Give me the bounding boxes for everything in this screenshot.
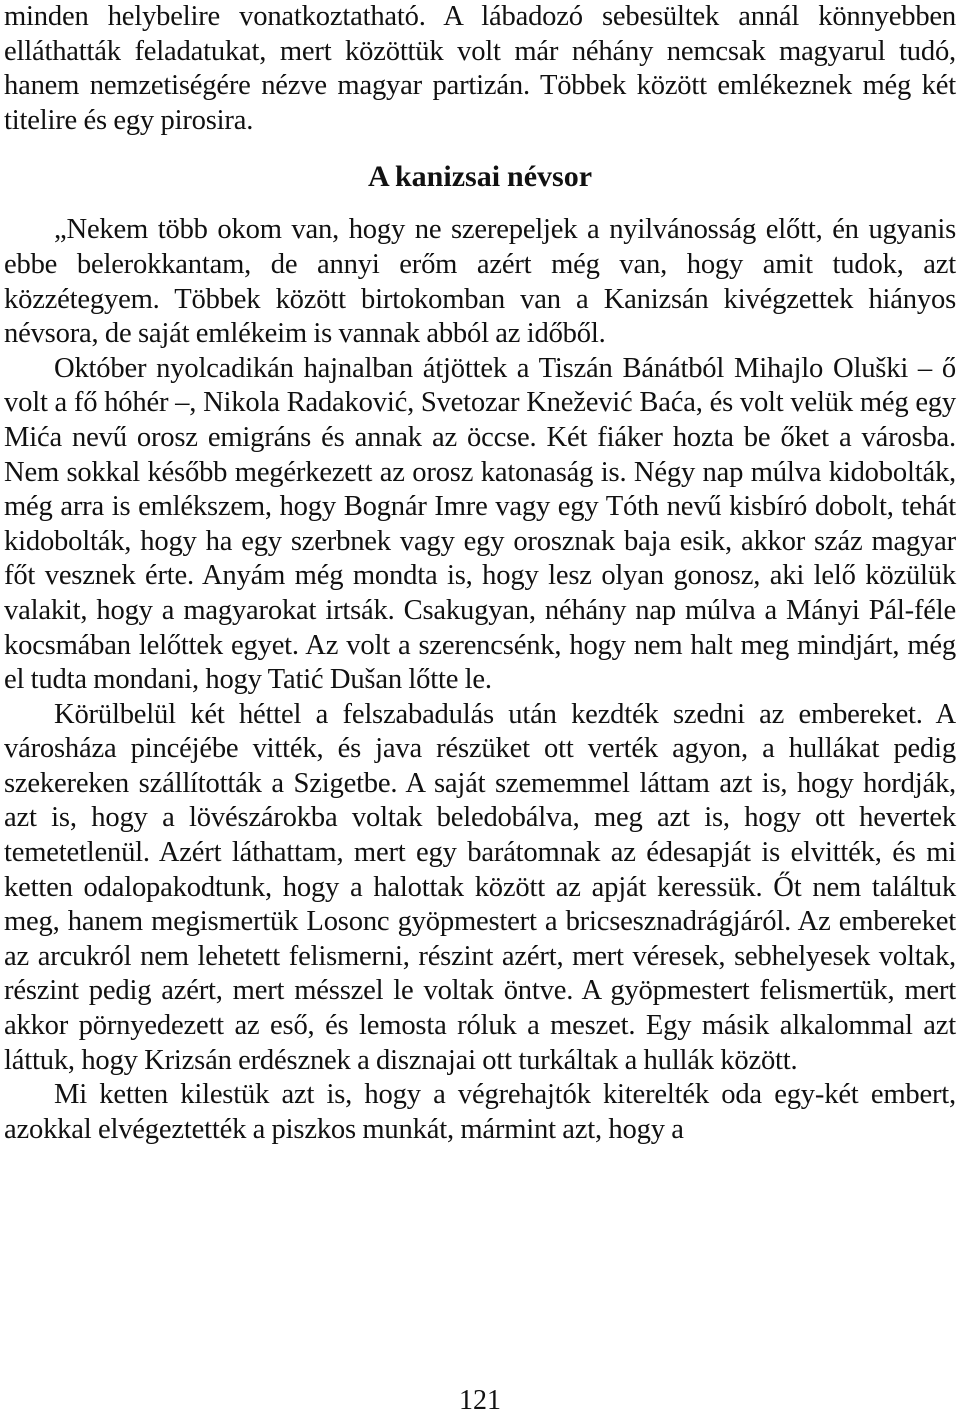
paragraph-liberation: Körülbelül két héttel a felszabadulás után kezdték szedni az embereket. A városháza pincéjébe vitték, és java részüket ott verték agyon, a hullákat pedig szekereken szállították a Szigetbe. A saját szememmel láttam azt is, hogy hordják, azt is, hogy a lövészárokba voltak beledobálva, meg azt is, hogy ott hevertek temetetlenül. Azért láthattam, mert egy barátomnak az édesapját is elvitték, és mi ketten odalopakodtunk, hogy a halottak között az apját keressük. Őt nem találtuk meg, hanem megismertük Losonc gyöpmestert a bricsesznadrágjáról. Az embereket az arcukról nem lehetett felismerni, részint azért, mert véresek, sebhelyesek voltak, részint pedig azért, mert mésszel le voltak öntve. A gyöpmestert felismertük, mert akkor pörnyedezett az eső, és lemosta róluk a meszet. Egy másik alkalommal azt láttuk, hogy Krizsán erdésznek a disznajai ott turkáltak a hullák között. <box>4 698 956 1076</box>
paragraph-testimony-intro: „Nekem több okom van, hogy ne szerepeljek a nyilvánosság előtt, én ugyanis ebbe belerokkantam, de annyi erőm azért még van, hogy amit tudok, azt közzétegyem. Többek között birtokomban van a Kanizsán kivégzettek hiányos névsora, de saját emlékeim is vannak abból az időből. <box>4 214 956 350</box>
paragraph-october: Október nyolcadikán hajnalban átjöttek a Tiszán Bánátból Mihajlo Oluški – ő volt a fő hóhér –, Nikola Radaković, Svetozar Knežević Baća, és volt velük még egy Mića nevű orosz emigráns és annak az öccse. Két fiáker hozta be őket a városba. Nem sokkal később megérkezett az orosz katonaság is. Négy nap múlva kidobolták, még arra is emlékszem, hogy Bognár Imre vagy egy Tóth nevű kisbíró dobolt, tehát kidobolták, hogy ha egy szerbnek vagy egy orosznak baja esik, akkor száz magyar főt vesznek érte. Anyám még mondta is, hogy lesz olyan gonosz, aki lelő közülük valakit, hogy a magyarokat irtsák. Csakugyan, néhány nap múlva a Mányi Pál-féle kocsmában lelőttek egyet. Az volt a szerencsénk, hogy nem halt meg mindjárt, még el tudta mondani, hogy Tatić Dušan lőtte le. <box>4 352 956 696</box>
book-page <box>4 0 956 1147</box>
section-heading: A kanizsai névsor <box>367 160 593 194</box>
page-number: 121 <box>459 1385 501 1416</box>
paragraph-closing: Mi ketten kilestük azt is, hogy a végrehajtók kiterelték oda egy-két embert, azokkal elvégeztették a piszkos munkát, mármint azt, hogy a <box>4 1079 956 1145</box>
paragraph-continuation: minden helybelire vonatkoztatható. A lábadozó sebesültek annál könnyebben elláthatták feladatukat, mert közöttük volt már néhány nemcsak magyarul tudó, hanem nemzetiségére nézve magyar partizán. Többek között emlékeznek még két titelire és egy pirosira. <box>4 1 956 136</box>
